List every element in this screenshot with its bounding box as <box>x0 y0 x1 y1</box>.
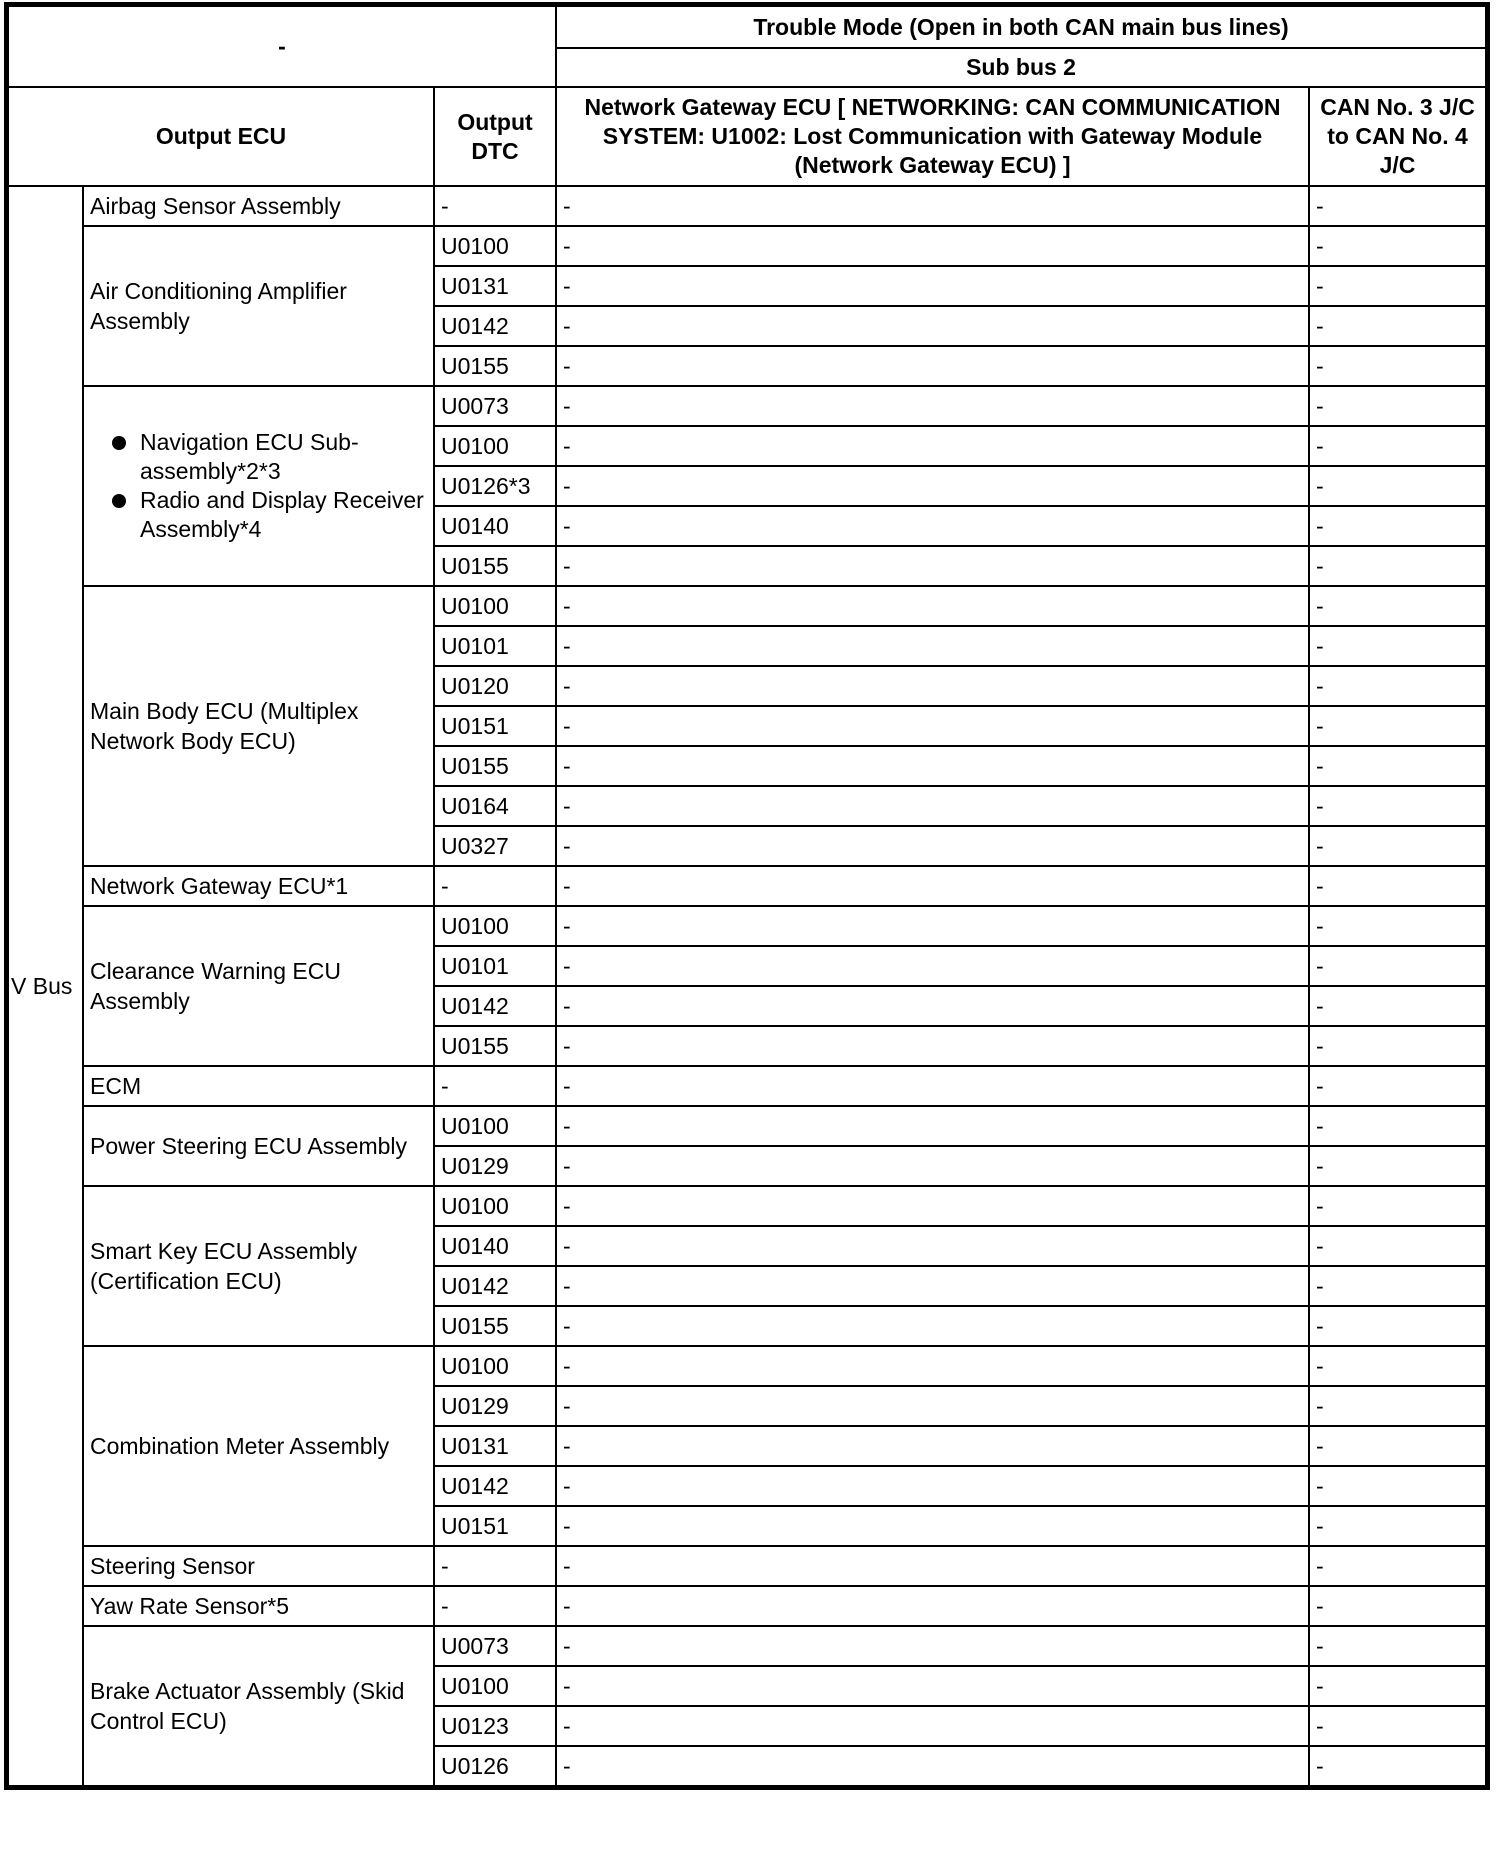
can-value-cell: - <box>1309 466 1486 506</box>
gateway-value-cell: - <box>556 226 1309 266</box>
dtc-cell: U0155 <box>434 746 556 786</box>
dtc-cell: U0123 <box>434 1706 556 1746</box>
table-row <box>8 1626 1486 1666</box>
dtc-cell: U0126 <box>434 1746 556 1786</box>
dtc-cell: U0142 <box>434 1266 556 1306</box>
gateway-value-cell: - <box>556 946 1309 986</box>
table-row <box>8 1346 1486 1386</box>
output-dtc-header: Output DTC <box>434 87 556 186</box>
gateway-value-cell: - <box>556 586 1309 626</box>
ecu-name-cell: Clearance Warning ECU Assembly <box>83 906 434 1066</box>
gateway-value-cell: - <box>556 346 1309 386</box>
output-ecu-header: Output ECU <box>8 87 434 186</box>
dtc-cell: U0155 <box>434 346 556 386</box>
can-value-cell: - <box>1309 1106 1486 1146</box>
dtc-cell: - <box>434 1066 556 1106</box>
sub-bus-header: Sub bus 2 <box>556 48 1486 87</box>
dtc-cell: U0101 <box>434 626 556 666</box>
dtc-cell: U0129 <box>434 1146 556 1186</box>
ecu-name-cell: Power Steering ECU Assembly <box>83 1106 434 1186</box>
can-value-cell: - <box>1309 426 1486 466</box>
dtc-cell: U0129 <box>434 1386 556 1426</box>
trouble-mode-header: Trouble Mode (Open in both CAN main bus lines) <box>556 6 1486 48</box>
dtc-cell: U0073 <box>434 1626 556 1666</box>
can-value-cell: - <box>1309 1066 1486 1106</box>
dtc-cell: U0126*3 <box>434 466 556 506</box>
gateway-value-cell: - <box>556 186 1309 226</box>
gateway-value-cell: - <box>556 1426 1309 1466</box>
dtc-cell: U0100 <box>434 1346 556 1386</box>
can-value-cell: - <box>1309 386 1486 426</box>
gateway-value-cell: - <box>556 1626 1309 1666</box>
ecu-bullet-item: Navigation ECU Sub-assembly*2*3 <box>140 428 427 486</box>
can-value-cell: - <box>1309 786 1486 826</box>
can-value-cell: - <box>1309 1306 1486 1346</box>
ecu-name-cell: Airbag Sensor Assembly <box>83 186 434 226</box>
gateway-value-cell: - <box>556 866 1309 906</box>
can-value-cell: - <box>1309 1266 1486 1306</box>
can-value-cell: - <box>1309 586 1486 626</box>
ecu-bullet-item: Radio and Display Receiver Assembly*4 <box>140 486 427 544</box>
can-value-cell: - <box>1309 1466 1486 1506</box>
gateway-value-cell: - <box>556 906 1309 946</box>
dtc-cell: U0100 <box>434 1106 556 1146</box>
ecu-name-cell: Smart Key ECU Assembly (Certification ECU) <box>83 1186 434 1346</box>
dtc-cell: U0155 <box>434 546 556 586</box>
dtc-cell: U0120 <box>434 666 556 706</box>
dtc-cell: U0101 <box>434 946 556 986</box>
dtc-cell: - <box>434 1546 556 1586</box>
gateway-value-cell: - <box>556 266 1309 306</box>
can-value-cell: - <box>1309 1746 1486 1786</box>
table-row <box>8 226 1486 266</box>
can-value-cell: - <box>1309 1666 1486 1706</box>
gateway-value-cell: - <box>556 986 1309 1026</box>
can-value-cell: - <box>1309 1186 1486 1226</box>
dtc-cell: U0100 <box>434 1186 556 1226</box>
can-value-cell: - <box>1309 666 1486 706</box>
gateway-value-cell: - <box>556 386 1309 426</box>
dtc-cell: U0100 <box>434 906 556 946</box>
gateway-value-cell: - <box>556 1266 1309 1306</box>
ecu-name-cell: ECM <box>83 1066 434 1106</box>
can-value-cell: - <box>1309 1226 1486 1266</box>
dtc-cell: - <box>434 186 556 226</box>
can-value-cell: - <box>1309 226 1486 266</box>
ecu-name-cell: Steering Sensor <box>83 1546 434 1586</box>
dtc-cell: U0131 <box>434 1426 556 1466</box>
table-row <box>8 1586 1486 1626</box>
table-row <box>8 1066 1486 1106</box>
ecu-name-cell: Combination Meter Assembly <box>83 1346 434 1546</box>
can-value-cell: - <box>1309 986 1486 1026</box>
ecu-name-cell: Air Conditioning Amplifier Assembly <box>83 226 434 386</box>
can-value-cell: - <box>1309 506 1486 546</box>
gateway-value-cell: - <box>556 1386 1309 1426</box>
dtc-cell: U0140 <box>434 506 556 546</box>
gateway-value-cell: - <box>556 466 1309 506</box>
can-value-cell: - <box>1309 866 1486 906</box>
dtc-cell: U0100 <box>434 226 556 266</box>
can-value-cell: - <box>1309 1426 1486 1466</box>
gateway-value-cell: - <box>556 746 1309 786</box>
gateway-value-cell: - <box>556 1546 1309 1586</box>
dtc-cell: U0100 <box>434 1666 556 1706</box>
gateway-value-cell: - <box>556 1506 1309 1546</box>
gateway-value-cell: - <box>556 426 1309 466</box>
table-row <box>8 386 1486 426</box>
gateway-value-cell: - <box>556 1466 1309 1506</box>
gateway-value-cell: - <box>556 1146 1309 1186</box>
dtc-cell: U0155 <box>434 1306 556 1346</box>
dtc-table <box>7 5 1487 1787</box>
dtc-cell: U0155 <box>434 1026 556 1066</box>
dtc-cell: - <box>434 1586 556 1626</box>
can-value-cell: - <box>1309 626 1486 666</box>
can-value-cell: - <box>1309 946 1486 986</box>
can-value-cell: - <box>1309 1386 1486 1426</box>
gateway-value-cell: - <box>556 666 1309 706</box>
bus-label: V Bus <box>8 186 83 1786</box>
ecu-bullet-list <box>90 428 427 544</box>
ecu-name-cell: Main Body ECU (Multiplex Network Body ECU) <box>83 586 434 866</box>
dtc-cell: U0151 <box>434 1506 556 1546</box>
can-value-cell: - <box>1309 186 1486 226</box>
gateway-value-cell: - <box>556 626 1309 666</box>
can-value-cell: - <box>1309 746 1486 786</box>
gateway-value-cell: - <box>556 1026 1309 1066</box>
can-value-cell: - <box>1309 826 1486 866</box>
gateway-value-cell: - <box>556 786 1309 826</box>
dtc-cell: U0100 <box>434 426 556 466</box>
can-value-cell: - <box>1309 266 1486 306</box>
dtc-cell: U0142 <box>434 986 556 1026</box>
gateway-value-cell: - <box>556 1106 1309 1146</box>
ecu-name-cell <box>83 386 434 586</box>
can-value-cell: - <box>1309 546 1486 586</box>
can-value-cell: - <box>1309 1506 1486 1546</box>
dtc-cell: U0142 <box>434 306 556 346</box>
dtc-cell: U0327 <box>434 826 556 866</box>
can-value-cell: - <box>1309 1546 1486 1586</box>
dtc-cell: U0151 <box>434 706 556 746</box>
table-row <box>8 906 1486 946</box>
gateway-value-cell: - <box>556 1586 1309 1626</box>
gateway-value-cell: - <box>556 306 1309 346</box>
can-value-cell: - <box>1309 1346 1486 1386</box>
corner-cell: - <box>8 6 556 87</box>
table-row <box>8 1106 1486 1146</box>
gateway-value-cell: - <box>556 1666 1309 1706</box>
table-row <box>8 1186 1486 1226</box>
gateway-value-cell: - <box>556 1066 1309 1106</box>
gateway-value-cell: - <box>556 1746 1309 1786</box>
can-value-cell: - <box>1309 1586 1486 1626</box>
dtc-cell: U0140 <box>434 1226 556 1266</box>
dtc-cell: - <box>434 866 556 906</box>
gateway-value-cell: - <box>556 1226 1309 1266</box>
gateway-value-cell: - <box>556 826 1309 866</box>
dtc-cell: U0073 <box>434 386 556 426</box>
dtc-cell: U0131 <box>434 266 556 306</box>
gateway-column-header: Network Gateway ECU [ NETWORKING: CAN COMMUNICATION SYSTEM: U1002: Lost Communication with Gateway Module (Network Gateway ECU) ] <box>556 87 1309 186</box>
can-value-cell: - <box>1309 706 1486 746</box>
gateway-value-cell: - <box>556 1346 1309 1386</box>
can-value-cell: - <box>1309 346 1486 386</box>
ecu-name-cell: Brake Actuator Assembly (Skid Control ECU) <box>83 1626 434 1786</box>
gateway-value-cell: - <box>556 1306 1309 1346</box>
can-value-cell: - <box>1309 1026 1486 1066</box>
can-value-cell: - <box>1309 306 1486 346</box>
gateway-value-cell: - <box>556 1706 1309 1746</box>
table-row <box>8 186 1486 226</box>
can-value-cell: - <box>1309 1706 1486 1746</box>
can-value-cell: - <box>1309 906 1486 946</box>
gateway-value-cell: - <box>556 706 1309 746</box>
can-value-cell: - <box>1309 1626 1486 1666</box>
gateway-value-cell: - <box>556 546 1309 586</box>
ecu-name-cell: Yaw Rate Sensor*5 <box>83 1586 434 1626</box>
table-row <box>8 866 1486 906</box>
dtc-cell: U0100 <box>434 586 556 626</box>
can-column-header: CAN No. 3 J/C to CAN No. 4 J/C <box>1309 87 1486 186</box>
dtc-cell: U0164 <box>434 786 556 826</box>
gateway-value-cell: - <box>556 1186 1309 1226</box>
gateway-value-cell: - <box>556 506 1309 546</box>
table-row <box>8 586 1486 626</box>
dtc-cell: U0142 <box>434 1466 556 1506</box>
can-value-cell: - <box>1309 1146 1486 1186</box>
ecu-name-cell: Network Gateway ECU*1 <box>83 866 434 906</box>
table-row <box>8 1546 1486 1586</box>
